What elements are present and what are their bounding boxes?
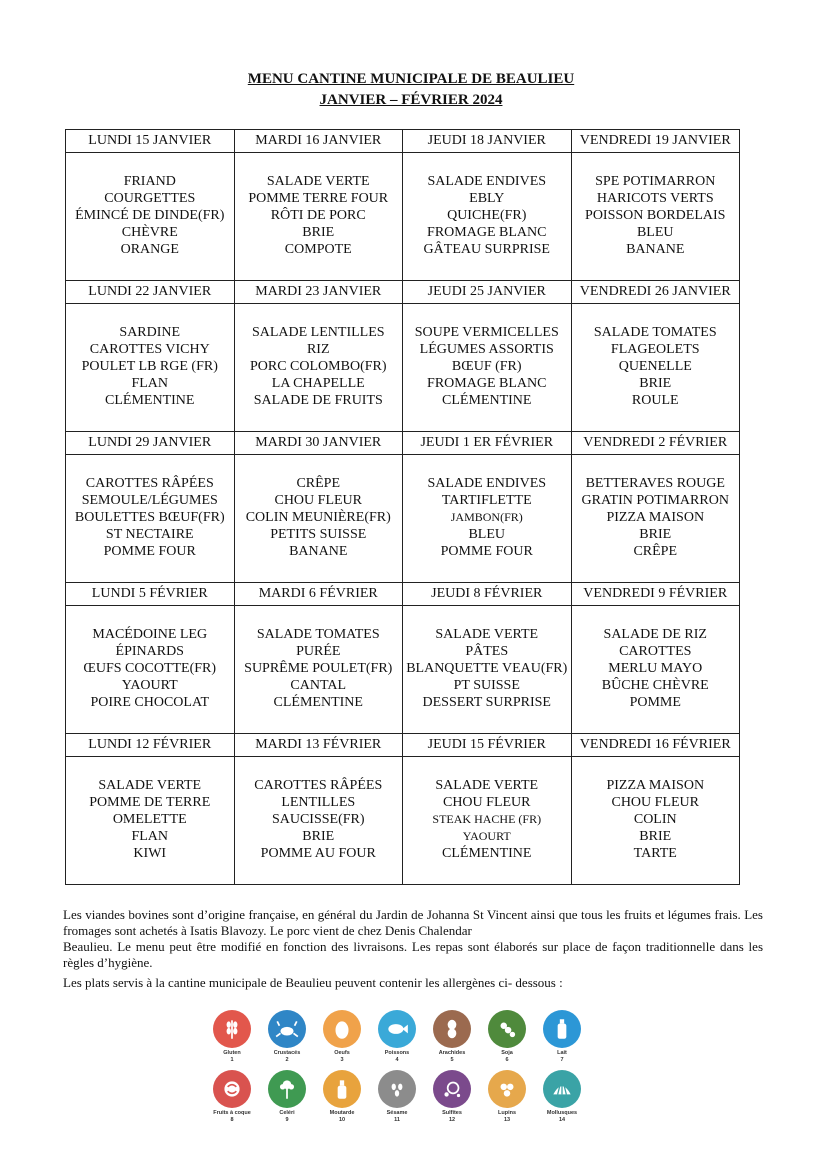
week-menu-row xyxy=(66,304,740,432)
lupin-icon xyxy=(488,1070,526,1108)
dish-item: STEAK HACHE (FR) xyxy=(432,812,542,826)
allergen-number: 11 xyxy=(394,1117,400,1123)
day-label: JEUDI 15 FÉVRIER xyxy=(403,734,572,757)
allergen-number: 1 xyxy=(230,1057,234,1063)
allergen-number: 9 xyxy=(285,1117,289,1123)
allergen-name: Poissons xyxy=(384,1050,410,1056)
dish-item: SALADE VERTE xyxy=(266,174,370,189)
dish-item: QUICHE(FR) xyxy=(447,208,527,223)
dish-item: RIZ xyxy=(306,342,330,357)
dish-item: KIWI xyxy=(133,846,167,861)
dish-item: GRATIN POTIMARRON xyxy=(581,493,729,508)
day-menu-cell xyxy=(66,153,235,281)
dish-item: BOULETTES BŒUF(FR) xyxy=(74,510,225,525)
day-menu-cell xyxy=(403,455,572,583)
allergen-number: 6 xyxy=(505,1057,509,1063)
dish-item: BŒUF (FR) xyxy=(451,359,522,374)
allergen-name: Soja xyxy=(501,1050,513,1056)
dish-item: BLEU xyxy=(636,225,674,240)
dish-item: COLIN xyxy=(633,812,677,827)
dish-item: MERLU MAYO xyxy=(608,661,703,676)
footer-paragraph-2: Beaulieu. Le menu peut être modifié en fonction des livraisons. Les repas sont élaborés sur place de façon traditionnelle dans les règles d’hygiène. xyxy=(63,939,763,970)
dish-item: SARDINE xyxy=(119,325,181,340)
day-label: JEUDI 1 ER FÉVRIER xyxy=(403,432,572,455)
day-menu-cell xyxy=(403,757,572,885)
day-menu-cell xyxy=(571,304,740,432)
allergen-item xyxy=(378,1070,416,1124)
day-menu-cell xyxy=(66,455,235,583)
allergen-item xyxy=(323,1070,361,1124)
allergen-item xyxy=(268,1010,306,1064)
dish-item: POMME AU FOUR xyxy=(260,846,376,861)
day-label: VENDREDI 2 FÉVRIER xyxy=(571,432,740,455)
allergen-number: 2 xyxy=(285,1057,289,1063)
dish-item: CLÉMENTINE xyxy=(442,846,532,861)
dish-item: SALADE TOMATES xyxy=(593,325,717,340)
allergen-item xyxy=(433,1070,471,1124)
egg-icon xyxy=(323,1010,361,1048)
page-title: MENU CANTINE MUNICIPALE DE BEAULIEU xyxy=(247,71,575,87)
dish-item: BRIE xyxy=(639,829,672,844)
dish-item: SALADE ENDIVES xyxy=(427,174,547,189)
dish-item: POMME FOUR xyxy=(440,544,533,559)
day-menu-cell xyxy=(403,606,572,734)
day-menu-cell xyxy=(571,606,740,734)
allergen-name: Arachides xyxy=(438,1050,466,1056)
dish-item: SAUCISSE(FR) xyxy=(271,812,365,827)
dish-item: SALADE DE FRUITS xyxy=(253,393,383,408)
dish-item: PIZZA MAISON xyxy=(606,778,705,793)
day-menu-cell xyxy=(571,757,740,885)
dish-item: COLIN MEUNIÈRE(FR) xyxy=(245,510,391,525)
day-label: JEUDI 25 JANVIER xyxy=(403,281,572,304)
dish-item: CAROTTES RÂPÉES xyxy=(85,476,214,491)
dish-item: SUPRÊME POULET(FR) xyxy=(244,661,393,676)
allergen-number: 3 xyxy=(340,1057,344,1063)
allergen-name: Celéri xyxy=(279,1110,295,1116)
dish-item: FROMAGE BLANC xyxy=(427,376,547,391)
dish-item: PÂTES xyxy=(465,644,509,659)
dish-item: POMME xyxy=(629,695,681,710)
allergen-item xyxy=(488,1070,526,1124)
day-label: MARDI 30 JANVIER xyxy=(234,432,403,455)
dish-item: SALADE VERTE xyxy=(435,778,539,793)
allergen-item xyxy=(433,1010,471,1064)
menu-table xyxy=(65,129,740,885)
dish-item: JAMBON(FR) xyxy=(450,510,523,524)
allergen-name: Sésame xyxy=(386,1110,408,1116)
day-label: MARDI 6 FÉVRIER xyxy=(234,583,403,606)
dish-item: SALADE VERTE xyxy=(98,778,202,793)
nut-icon xyxy=(213,1070,251,1108)
allergen-name: Moutarde xyxy=(329,1110,355,1116)
allergen-number: 8 xyxy=(230,1117,234,1123)
allergen-name: Fruits à coque xyxy=(213,1110,251,1116)
dish-item: QUENELLE xyxy=(618,359,692,374)
peanut-icon xyxy=(433,1010,471,1048)
day-label: VENDREDI 19 JANVIER xyxy=(571,130,740,153)
dish-item: ST NECTAIRE xyxy=(105,527,194,542)
day-label: LUNDI 29 JANVIER xyxy=(66,432,235,455)
dish-item: ÉMINCÉ DE DINDE(FR) xyxy=(75,208,225,223)
day-menu-cell xyxy=(234,455,403,583)
dish-item: GÂTEAU SURPRISE xyxy=(423,242,550,257)
allergen-legend xyxy=(213,1010,593,1130)
sesame-icon xyxy=(378,1070,416,1108)
dish-item: SPE POTIMARRON xyxy=(595,174,716,189)
dish-item: BRIE xyxy=(639,527,672,542)
dish-item: CLÉMENTINE xyxy=(105,393,195,408)
dish-item: CHOU FLEUR xyxy=(274,493,362,508)
dish-item: YAOURT xyxy=(462,829,511,843)
dish-item: FLAGEOLETS xyxy=(610,342,700,357)
dish-item: CAROTTES VICHY xyxy=(89,342,210,357)
dish-item: ROULE xyxy=(631,393,679,408)
dish-item: BÛCHE CHÈVRE xyxy=(601,678,709,693)
day-label: MARDI 23 JANVIER xyxy=(234,281,403,304)
day-label: LUNDI 22 JANVIER xyxy=(66,281,235,304)
day-label: JEUDI 8 FÉVRIER xyxy=(403,583,572,606)
dish-item: PETITS SUISSE xyxy=(270,527,367,542)
dish-item: CRÊPE xyxy=(633,544,678,559)
dish-item: POIRE CHOCOLAT xyxy=(90,695,210,710)
footer-paragraph-1: Les viandes bovines sont d’origine française, en général du Jardin de Johanna St Vincent ainsi que tous les fruits et légumes frais. Les fromages sont achetés à Isatis Blavozy. Le porc vient de chez Denis Chalendar xyxy=(63,907,763,938)
week-header-row xyxy=(66,130,740,153)
mustard-icon xyxy=(323,1070,361,1108)
shell-icon xyxy=(543,1070,581,1108)
allergen-number: 4 xyxy=(395,1057,399,1063)
allergen-number: 5 xyxy=(450,1057,454,1063)
dish-item: SALADE ENDIVES xyxy=(427,476,547,491)
dish-item: MACÉDOINE LEG xyxy=(92,627,208,642)
dish-item: POISSON BORDELAIS xyxy=(585,208,726,223)
dish-item: RÔTI DE PORC xyxy=(270,208,366,223)
dish-item: LA CHAPELLE xyxy=(271,376,365,391)
day-label: VENDREDI 9 FÉVRIER xyxy=(571,583,740,606)
sulfite-icon xyxy=(433,1070,471,1108)
dish-item: CANTAL xyxy=(290,678,347,693)
dish-item: OMELETTE xyxy=(112,812,187,827)
day-label: LUNDI 15 JANVIER xyxy=(66,130,235,153)
allergen-name: Gluten xyxy=(223,1050,241,1056)
footer-paragraph-3: Les plats servis à la cantine municipale de Beaulieu peuvent contenir les allergènes ci- dessous : xyxy=(63,975,563,990)
day-menu-cell xyxy=(403,304,572,432)
dish-item: FLAN xyxy=(131,829,169,844)
allergen-number: 14 xyxy=(558,1117,566,1123)
week-menu-row xyxy=(66,455,740,583)
allergen-name: Sulfites xyxy=(442,1110,462,1116)
day-label: LUNDI 5 FÉVRIER xyxy=(66,583,235,606)
allergen-name: Lait xyxy=(557,1050,567,1056)
dish-item: FRIAND xyxy=(123,174,176,189)
allergen-number: 12 xyxy=(448,1117,456,1123)
week-header-row xyxy=(66,583,740,606)
week-header-row xyxy=(66,281,740,304)
day-label: MARDI 16 JANVIER xyxy=(234,130,403,153)
dish-item: PURÉE xyxy=(296,644,341,659)
dish-item: POMME FOUR xyxy=(103,544,196,559)
dish-item: FROMAGE BLANC xyxy=(427,225,547,240)
day-menu-cell xyxy=(234,757,403,885)
day-menu-cell xyxy=(403,153,572,281)
dish-item: BLANQUETTE VEAU(FR) xyxy=(406,661,568,676)
dish-item: BRIE xyxy=(639,376,672,391)
week-menu-row xyxy=(66,153,740,281)
soy-icon xyxy=(488,1010,526,1048)
allergen-name: Oeufs xyxy=(334,1050,350,1056)
dish-item: BANANE xyxy=(289,544,348,559)
dish-item: EBLY xyxy=(469,191,505,206)
allergen-name: Crustacés xyxy=(273,1050,301,1056)
dish-item: CLÉMENTINE xyxy=(442,393,532,408)
dish-item: BRIE xyxy=(302,829,335,844)
dish-item: PORC COLOMBO(FR) xyxy=(249,359,387,374)
day-label: LUNDI 12 FÉVRIER xyxy=(66,734,235,757)
dish-item: CHÈVRE xyxy=(121,225,178,240)
dish-item: BRIE xyxy=(302,225,335,240)
allergen-name: Mollusques xyxy=(546,1110,578,1116)
allergen-number: 10 xyxy=(338,1117,346,1123)
fish-icon xyxy=(378,1010,416,1048)
dish-item: CRÊPE xyxy=(296,476,341,491)
page-subtitle: JANVIER – FÉVRIER 2024 xyxy=(319,92,503,108)
allergen-item xyxy=(543,1010,581,1064)
milk-icon xyxy=(543,1010,581,1048)
dish-item: FLAN xyxy=(131,376,169,391)
allergen-item xyxy=(323,1010,361,1064)
allergen-item xyxy=(488,1010,526,1064)
dish-item: COURGETTES xyxy=(104,191,196,206)
dish-item: LÉGUMES ASSORTIS xyxy=(419,342,554,357)
day-menu-cell xyxy=(234,153,403,281)
day-label: VENDREDI 26 JANVIER xyxy=(571,281,740,304)
day-label: MARDI 13 FÉVRIER xyxy=(234,734,403,757)
dish-item: DESSERT SURPRISE xyxy=(422,695,551,710)
dish-item: CHOU FLEUR xyxy=(611,795,699,810)
celery-icon xyxy=(268,1070,306,1108)
allergen-item xyxy=(213,1070,251,1124)
week-header-row xyxy=(66,432,740,455)
allergen-item xyxy=(213,1010,251,1064)
allergen-name: Lupins xyxy=(497,1110,517,1116)
dish-item: PT SUISSE xyxy=(453,678,520,693)
allergen-number: 13 xyxy=(503,1117,511,1123)
dish-item: COMPOTE xyxy=(284,242,352,257)
dish-item: ŒUFS COCOTTE(FR) xyxy=(83,661,217,676)
crab-icon xyxy=(268,1010,306,1048)
dish-item: BLEU xyxy=(468,527,506,542)
day-menu-cell xyxy=(571,455,740,583)
dish-item: LENTILLES xyxy=(281,795,356,810)
dish-item: YAOURT xyxy=(121,678,178,693)
week-menu-row xyxy=(66,757,740,885)
dish-item: SALADE LENTILLES xyxy=(251,325,385,340)
day-menu-cell xyxy=(66,606,235,734)
day-menu-cell xyxy=(234,606,403,734)
day-label: VENDREDI 16 FÉVRIER xyxy=(571,734,740,757)
day-menu-cell xyxy=(66,304,235,432)
dish-item: BANANE xyxy=(626,242,685,257)
wheat-icon xyxy=(213,1010,251,1048)
dish-item: CHOU FLEUR xyxy=(442,795,531,810)
dish-item: ORANGE xyxy=(120,242,179,257)
dish-item: TARTIFLETTE xyxy=(441,493,532,508)
dish-item: SALADE DE RIZ xyxy=(603,627,707,642)
day-menu-cell xyxy=(234,304,403,432)
dish-item: HARICOTS VERTS xyxy=(596,191,714,206)
dish-item: POMME DE TERRE xyxy=(89,795,211,810)
dish-item: CAROTTES RÂPÉES xyxy=(254,778,383,793)
allergen-item xyxy=(378,1010,416,1064)
day-menu-cell xyxy=(66,757,235,885)
dish-item: SALADE VERTE xyxy=(435,627,539,642)
dish-item: SEMOULE/LÉGUMES xyxy=(81,493,218,508)
dish-item: CLÉMENTINE xyxy=(273,695,363,710)
dish-item: ÉPINARDS xyxy=(115,644,184,659)
allergen-item xyxy=(543,1070,581,1124)
dish-item: SOUPE VERMICELLES xyxy=(414,325,559,340)
week-menu-row xyxy=(66,606,740,734)
dish-item: SALADE TOMATES xyxy=(256,627,380,642)
day-menu-cell xyxy=(571,153,740,281)
allergen-number: 7 xyxy=(560,1057,564,1063)
day-label: JEUDI 18 JANVIER xyxy=(403,130,572,153)
dish-item: POMME TERRE FOUR xyxy=(248,191,389,206)
dish-item: BETTERAVES ROUGE xyxy=(585,476,725,491)
week-header-row xyxy=(66,734,740,757)
dish-item: CAROTTES xyxy=(619,644,692,659)
dish-item: PIZZA MAISON xyxy=(606,510,705,525)
allergen-item xyxy=(268,1070,306,1124)
dish-item: POULET LB RGE (FR) xyxy=(81,359,218,374)
dish-item: TARTE xyxy=(633,846,677,861)
